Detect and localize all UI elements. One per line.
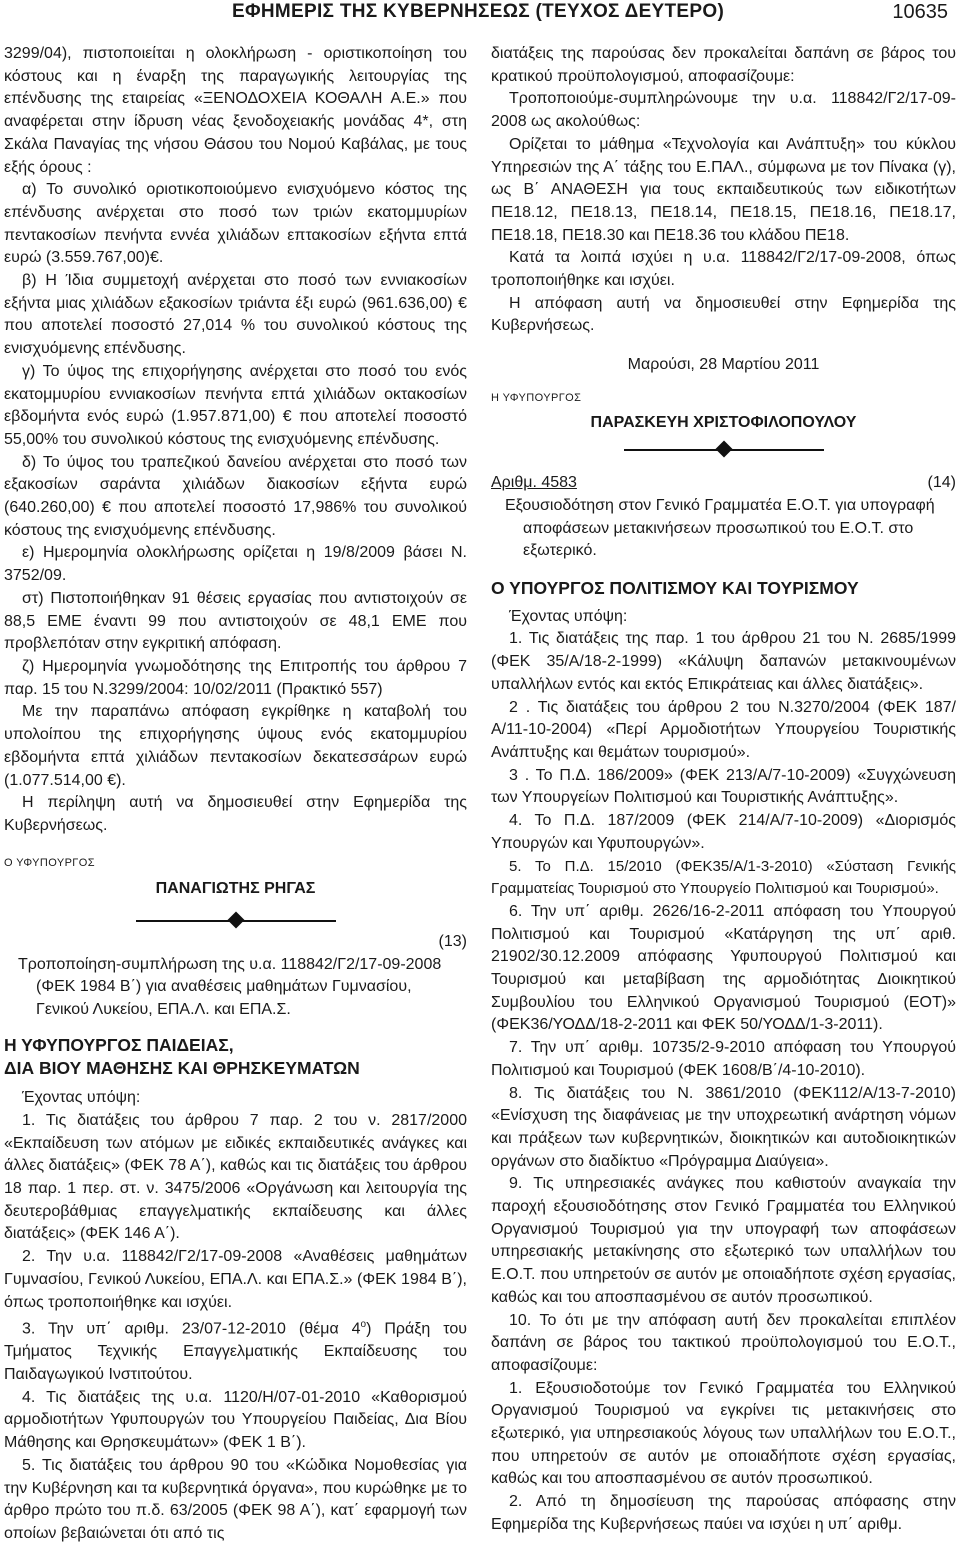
right-column (491, 43, 956, 1537)
ministry-heading: Η ΥΦΥΠΟΥΡΓΟΣ ΠΑΙΔΕΙΑΣ, (4, 1034, 234, 1055)
list-item: 3 . Το Π.Δ. 186/2009» (ΦΕΚ 213/Α/7-10-2009) «Συγχώνευση των Υπουργείων Πολιτισμού και Τουριστικής Ανάπτυξης». (491, 766, 956, 807)
paragraph: Η περίληψη αυτή να δημοσιευθεί στην Εφημερίδα της Κυβερνήσεως. (4, 794, 467, 834)
signer-role: Ο ΥΦΥΠΟΥΡΓΟΣ (4, 856, 95, 869)
list-item: 1. Εξουσιοδοτούμε τον Γενικό Γραμματέα του Ελληνικού Οργανισμού Τουρισμού να εγκρίνει τις μετακινήσεις στο εξωτερικό, για υπηρεσιακούς λόγους των υπαλλήλων του Ε.Ο.Τ., που υπηρετούν σε αυτόν με οποιαδήποτε σχέση εργασίας, καθώς και του αποσπασμένου σε αυτόν προσωπικού. (491, 1379, 956, 1488)
decision-number: (14) (927, 474, 956, 492)
paragraph: διατάξεις της παρούσας δεν προκαλείται δαπάνη σε βάρος του κρατικού προϋπολογισμού, αποφασίζουμε: (491, 45, 956, 85)
list-item: 1. Τις διατάξεις του άρθρου 7 παρ. 2 του ν. 2817/2000 «Εκπαίδευση των ατόμων με ειδικές εκπαιδευτικές ανάγκες και άλλες διατάξεις» (ΦΕΚ 78 Α΄), καθώς και τις διατάξεις του άρθρου 18 παρ. 1 περ. στ. ν. 3475/2006 «Οργάνωση και λειτουργία της δευτεροβάθμιας επαγγελματικής εκπαίδευσης και άλλες διατάξεις» (ΦΕΚ 146 Α΄). (4, 1111, 467, 1243)
list-item: 2 . Τις διατάξεις του άρθρου 2 του Ν.3270/2004 (ΦΕΚ 187/Α/11-10-2004) «Περί Αρμοδιοτήτων Υπουργείου Τουριστικής Ανάπτυξης και θεμάτων τουρισμού». (491, 698, 956, 761)
paragraph: Η απόφαση αυτή να δημοσιευθεί στην Εφημερίδα της Κυβερνήσεως. (491, 294, 956, 335)
list-item: 2. Από τη δημοσίευση της παρούσας απόφασης στην Εφημερίδα της Κυβερνήσεως παύει να ισχύει η υπ΄ αριθμ. (491, 1493, 956, 1533)
list-item: 1. Τις διατάξεις της παρ. 1 του άρθρου 21 του Ν. 2685/1999 (ΦΕΚ 35/Α/18-2-1999) «Κάλυψη δαπανών μετακινουμένων υπαλλήλων εντός και εκτός Επικράτειας και άλλες διατάξεις». (491, 630, 956, 693)
paragraph: στ) Πιστοποιήθηκαν 91 θέσεις εργασίας που αντιστοιχούν σε 88,5 ΕΜΕ έναντι 99 που αντιστοιχούν σε 48,1 ΕΜΕ που προβλεπόταν στην εγκριτική απόφαση. (4, 589, 467, 653)
section-separator (136, 909, 336, 931)
paragraph: α) Το συνολικό οριοτικοποιούμενο ενισχυόμενο κόστος της επένδυσης ανέρχεται στο ποσό των τριών εκατομμυρίων πεντακοσίων πενήντα εννέα χιλιάδων επτακοσίων εξήντα επτά ευρώ (3.559.767,00)€. (4, 181, 467, 267)
paragraph: γ) Το ύψος της επιχορήγησης ανέρχεται στο ποσό του ενός εκατομμυρίου εννιακοσίων πενήντα επτά χιλιάδων οκτακοσίων εβδομήντα ενός ευρώ (1.957.871,00) € που αποτελεί ποσοστό 55,00% του συνολικού κόστους της ενισχυόμενης επένδυσης. (4, 362, 467, 448)
page-header (0, 0, 960, 34)
paragraph: ε) Ημερομηνία ολοκλήρωσης ορίζεται η 19/8/2009 βάσει Ν. 3752/09. (4, 544, 467, 585)
decision-header (491, 472, 956, 495)
paragraph: β) Η Ίδια συμμετοχή ανέρχεται στο ποσό των εννιακοσίων εξήντα μιας χιλιάδων εξακοσίων τριάντα έξι ευρώ (961.636,00) € που αποτελεί ποσοστό 27,014 % του συνολικού κόστους της ενισχυόμενης επένδυσης. (4, 272, 467, 358)
paragraph: 3299/04), πιστοποιείται η ολοκλήρωση - οριστικοποίηση του κόστους και η έναρξη της παραγωγικής λειτουργίας της επένδυσης της εταιρείας «ΞΕΝΟΔΟΧΕΙΑ ΚΟΘΑΛΗ Α.Ε.» που αναφέρεται στην ίδρυση νέας ξενοδοχειακής μονάδας 4*, στη Σκάλα Παναγίας της νήσου Θάσου του Νομού Καβάλας, με τους εξής όρους : (4, 45, 467, 176)
list-item: 7. Την υπ΄ αριθμ. 10735/2-9-2010 απόφαση του Υπουργού Πολιτισμού και Τουρισμού (ΦΕΚ 1608/Β΄/4-10-2010). (491, 1039, 956, 1079)
ministry-heading: ΔΙΑ ΒΙΟΥ ΜΑΘΗΣΗΣ ΚΑΙ ΘΡΗΣΚΕΥΜΑΤΩΝ (4, 1057, 360, 1078)
having-regard: Έχοντας υπόψη: (509, 607, 628, 625)
decision-title: Τροποποίηση-συμπλήρωση της υ.α. 118842/Γ2/17-09-2008 (ΦΕΚ 1984 Β΄) για αναθέσεις μαθημάτων Γυμνασίου, Γενικού Λυκείου, ΕΠΑ.Λ. και ΕΠΑ.Σ. (18, 955, 442, 1019)
list-item: 5. Τις διατάξεις του άρθρου 90 του «Κώδικα Νομοθεσίας για την Κυβέρνηση και τα κυβερνητικά όργανα», που κυρώθηκε με το άρθρο πρώτο του π.δ. 63/2005 (ΦΕΚ 98 Α΄), κατ΄ εφαρμογή των οποίων βεβαιώνεται ότι από τις (4, 1456, 467, 1542)
having-regard: Έχοντας υπόψη: (22, 1089, 141, 1107)
list-item: 9. Τις υπηρεσιακές ανάγκες που καθιστούν αναγκαία την παροχή εξουσιοδότησης στον Γενικό Γραμματέα του Ελληνικού Οργανισμού Τουρισμού για την υπογραφή των αποφάσεων υπηρεσιακής μετακίνησης στο εξωτερικό των υπαλλήλων του Ε.Ο.Τ. που υπηρετούν σε αυτόν με οποιαδήποτε σχέση εργασίας, καθώς και του αποσπασμένου σε αυτόν προσωπικού. (491, 1175, 956, 1306)
list-item: 10. Το ότι με την απόφαση αυτή δεν προκαλείται επιπλέον δαπάνη σε βάρος του τακτικού προϋπολογισμού του Ε.Ο.Τ., αποφασίζουμε: (491, 1311, 956, 1374)
paragraph: ζ) Ημερομηνία γνωμοδότησης της Επιτροπής του άρθρου 7 παρ. 15 του Ν.3299/2004: 10/02/2011 (Πρακτικό 557) (4, 657, 467, 698)
list-item: 3. Την υπ΄ αριθμ. 23/07-12-2010 (θέμα $4^o$) Πράξη του Τμήματος Τεχνικής Επαγγελματικής Εκπαίδευσης του Παιδαγωγικού Ινστιτούτου. (4, 1319, 467, 1383)
list-item: 6. Την υπ΄ αριθμ. 2626/16-2-2011 απόφαση του Υπουργού Πολιτισμού και Τουρισμού «Κατάργηση της υπ΄ αριθ. 21902/30.12.2009 απόφασης Υφυπουργού Πολιτισμού και Τουρισμού και μεταβίβαση της αρμοδιότητας Διοικητικού Συμβουλίου του Ελληνικού Οργανισμού Τουρισμού (ΕΟΤ)» (ΦΕΚ36/ΥΟΔΔ/18-2-2011 και ΦΕΚ 50/ΥΟΔΔ/1-3-2011). (491, 902, 956, 1034)
list-item: 4. Τις διατάξεις της υ.α. 1120/Η/07-01-2010 «Καθορισμού αρμοδιοτήτων Υφυπουργών του Υπουργείου Παιδείας, Δια Βίου Μάθησης και Θρησκευμάτων» (ΦΕΚ 1 Β΄). (4, 1388, 467, 1452)
list-item: 2. Την υ.α. 118842/Γ2/17-09-2008 «Αναθέσεις μαθημάτων Γυμνασίου, Γενικού Λυκείου, ΕΠΑ.Λ. και ΕΠΑ.Σ.» (ΦΕΚ 1984 Β΄), όπως τροποποιήθηκε και ισχύει. (4, 1248, 467, 1311)
paragraph: Με την παραπάνω απόφαση εγκρίθηκε η καταβολή του υπολοίπου της επιχορήγησης ύψους ενός εκατομμυρίου εβδομήντα επτά χιλιάδων πεντακοσίων δεκατεσσάρων ευρώ (1.077.514,00 €). (4, 703, 467, 789)
signer-name: ΠΑΝΑΓΙΩΤΗΣ ΡΗΓΑΣ (155, 880, 316, 898)
decision-number: (13) (438, 933, 467, 951)
section-separator (624, 438, 824, 460)
signer-name: ΠΑΡΑΣΚΕΥΗ ΧΡΙΣΤΟΦΙΛΟΠΟΥΛΟΥ (590, 413, 857, 431)
place-date: Μαρούσι, 28 Μαρτίου 2011 (627, 356, 820, 374)
left-column (4, 43, 467, 1546)
decision-title: Εξουσιοδότηση στον Γενικό Γραμματέα Ε.Ο.Τ. για υπογραφή αποφάσεων μετακινήσεων προσωπικού του Ε.Ο.Τ. στο εξωτερικό. (505, 496, 935, 560)
list-item: 4. Το Π.Δ. 187/2009 (ΦΕΚ 214/Α/7-10-2009) «Διορισμός Υπουργών και Υφυπουργών». (491, 812, 956, 852)
page-number: 10635 (892, 1, 948, 23)
list-item: 8. Τις διατάξεις του Ν. 3861/2010 (ΦΕΚ112/Α/13-7-2010) «Ενίσχυση της διαφάνειας με την υποχρεωτική ανάρτηση νόμων και πράξεων των κυβερνητικών, διοικητικών και αυτοδιοικητικών οργάνων στο διαδίκτυο «Πρόγραμμα Διαύγεια». (491, 1084, 956, 1170)
paragraph: δ) Το ύψος του τραπεζικού δανείου ανέρχεται στο ποσό των εξακοσίων σαράντα χιλιάδων διακοσίων εξήντα ευρώ (640.260,00) € που αποτελεί ποσοστό 17,986% του συνολικού κόστους της ενισχυόμενης επένδυσης. (4, 453, 467, 539)
paragraph: Κατά τα λοιπά ισχύει η υ.α. 118842/Γ2/17-09-2008, όπως τροποποιήθηκε και ισχύει. (491, 249, 956, 290)
list-item: 5. Το Π.Δ. 15/2010 (ΦΕΚ35/Α/1-3-2010) «Σύσταση Γενικής Γραμματείας Τουρισμού στο Υπουργείο Πολιτισμού και Τουρισμού». (491, 857, 956, 898)
decision-reference: Αριθμ. 4583 (491, 474, 577, 492)
gazette-title: ΕΦΗΜΕΡΙΣ ΤΗΣ ΚΥΒΕΡΝΗΣΕΩΣ (ΤΕΥΧΟΣ ΔΕΥΤΕΡΟ) (232, 1, 725, 22)
paragraph: Τροποποιούμε-συμπληρώνουμε την υ.α. 118842/Γ2/17-09-2008 ως ακολούθως: (491, 90, 956, 131)
paragraph: Ορίζεται το μάθημα «Τεχνολογία και Ανάπτυξη» του κύκλου Υπηρεσιών της Α΄ τάξης του Ε.ΠΑΛ., σύμφωνα με τον Πίνακα (γ), ως Β΄ ΑΝΑΘΕΣΗ για τους εκπαιδευτικούς των ειδικοτήτων ΠΕ18.12, ΠΕ18.13, ΠΕ18.14, ΠΕ18.15, ΠΕ18.16, ΠΕ18.17, ΠΕ18.18, ΠΕ18.30 και ΠΕ18.36 του κλάδου ΠΕ18. (491, 135, 956, 244)
signer-role: Η ΥΦΥΠΟΥΡΓΟΣ (491, 391, 582, 404)
minister-heading: Ο ΥΠΟΥΡΓΟΣ ΠΟΛΙΤΙΣΜΟΥ ΚΑΙ ΤΟΥΡΙΣΜΟΥ (491, 578, 859, 599)
